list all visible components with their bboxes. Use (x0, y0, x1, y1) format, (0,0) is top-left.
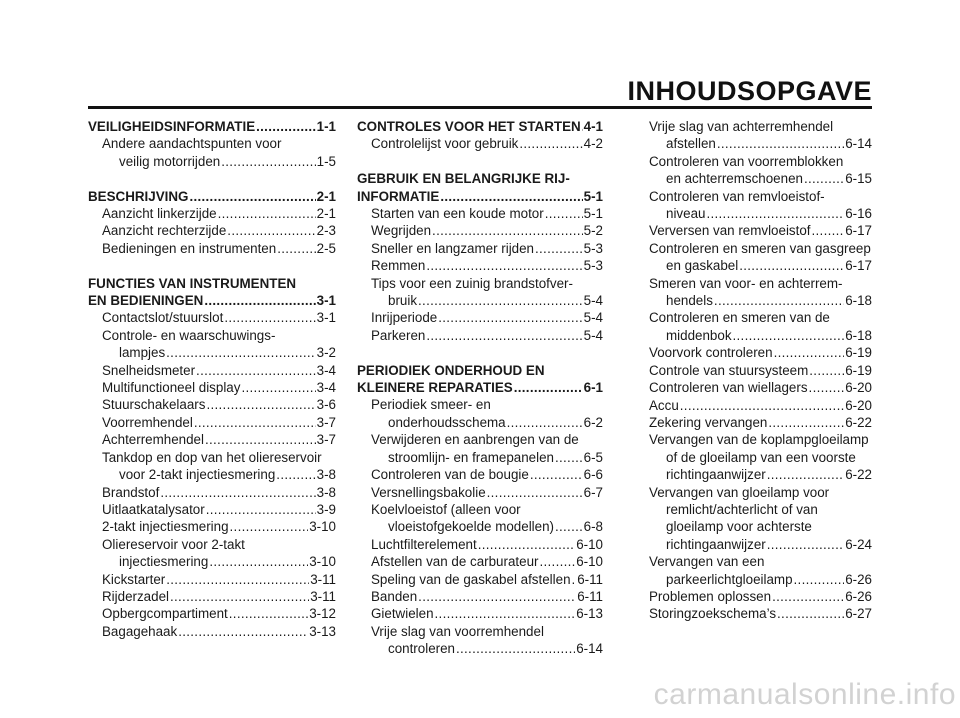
dot-leader (418, 292, 583, 309)
toc-entry[interactable] (357, 257, 603, 274)
toc-entry[interactable] (88, 536, 336, 571)
toc-entry[interactable] (357, 588, 603, 605)
toc-entry-text: Opbergcompartiment (102, 606, 228, 622)
toc-entry-text: Controleren en smeren van gasgreep (649, 240, 871, 256)
toc-entry-text: en gaskabel (666, 258, 739, 274)
toc-entry-text: Periodiek smeer- en (371, 397, 491, 413)
toc-entry-text: Tankdop en dop van het oliereservoir (102, 449, 322, 465)
toc-entry[interactable] (635, 222, 872, 239)
toc-page-number: 5-2 (583, 223, 603, 239)
toc-page-number: 6-24 (845, 536, 872, 552)
toc-entry-text: Controleren van voorremblokken (649, 153, 844, 169)
toc-entry-text: Luchtfilterelement (371, 536, 477, 552)
toc-entry[interactable] (635, 344, 872, 361)
toc-entry-text: Vrije slag van achterremhendel (649, 119, 834, 134)
toc-entry[interactable] (635, 397, 872, 414)
toc-entry[interactable] (357, 240, 603, 257)
toc-entry-text: Remmen (371, 258, 426, 274)
toc-page-number: 3-8 (316, 484, 336, 500)
toc-entry-text: richtingaanwijzer (666, 467, 766, 483)
toc-page-number: 5-1 (583, 188, 603, 204)
toc-page-number: 6-11 (577, 571, 603, 587)
toc-page-number: 3-11 (310, 571, 336, 587)
toc-entry[interactable] (635, 379, 872, 396)
toc-page-number: 6-7 (583, 484, 603, 500)
dot-leader (440, 188, 582, 205)
toc-entry-text: Vervangen van de koplampgloeilamp (649, 432, 869, 448)
toc-entry-text: Vrije slag van voorremhendel (371, 623, 544, 639)
toc-entry-text: VEILIGHEIDSINFORMATIE (88, 119, 256, 134)
toc-section-heading[interactable] (88, 275, 336, 310)
dot-leader (277, 240, 315, 257)
dot-leader (768, 414, 844, 431)
toc-entry[interactable] (357, 501, 603, 536)
toc-entry-text: Wegrijden (371, 223, 432, 239)
toc-page-number: 3-7 (316, 432, 336, 448)
dot-leader (706, 205, 844, 222)
toc-entry-text: voor 2-takt injectiesmering (119, 467, 276, 483)
toc-entry[interactable] (88, 431, 336, 448)
toc-entry-text: afstellen (666, 136, 716, 152)
dot-leader (514, 379, 583, 396)
toc-entry-text: hendels (666, 293, 713, 309)
toc-page-number: 4-1 (583, 119, 603, 134)
toc-entry-text: Controleren en smeren van de (649, 310, 830, 326)
toc-entry[interactable] (88, 518, 336, 535)
toc-entry[interactable] (635, 362, 872, 379)
toc-page-number: 1-5 (316, 153, 336, 169)
toc-entry[interactable] (88, 205, 336, 222)
toc-column-3 (635, 118, 872, 623)
dot-leader (530, 466, 583, 483)
toc-entry-text: lampjes (119, 345, 166, 361)
toc-page-number: 6-19 (845, 345, 872, 361)
toc-entry-text: controleren (388, 641, 455, 657)
toc-page-number: 6-19 (845, 362, 872, 378)
toc-page-number: 6-1 (583, 380, 603, 396)
dot-leader (794, 571, 845, 588)
toc-entry[interactable] (635, 553, 872, 588)
toc-entry[interactable] (635, 484, 872, 554)
toc-entry[interactable] (88, 396, 336, 413)
toc-section-heading[interactable] (88, 118, 336, 135)
dot-leader (572, 571, 577, 588)
toc-entry-text: Oliereservoir voor 2-takt (102, 536, 245, 552)
toc-page-number: 6-18 (845, 327, 872, 343)
toc-page-number: 6-22 (845, 414, 872, 430)
toc-entry-text: Controleren van de bougie (371, 467, 529, 483)
toc-page-number: 2-1 (316, 206, 336, 222)
toc-entry-text: Contactslot/stuurslot (102, 310, 224, 326)
toc-page-number: 3-4 (316, 380, 336, 396)
toc-page-number: 5-4 (583, 327, 603, 343)
toc-entry[interactable] (357, 536, 603, 553)
toc-entry-text: Storingzoekschema’s (649, 606, 777, 622)
toc-page-number: 2-1 (316, 188, 336, 204)
toc-entry-text: Aanzicht linkerzijde (102, 206, 217, 222)
toc-entry[interactable] (88, 501, 336, 518)
dot-leader (256, 118, 316, 135)
dot-leader (276, 466, 315, 483)
toc-entry-text: Controle- en waarschuwings- (102, 327, 276, 343)
toc-page-number: 2-5 (316, 240, 336, 256)
toc-entry-text: BESCHRIJVING (88, 188, 189, 204)
toc-entry[interactable] (88, 362, 336, 379)
toc-entry[interactable] (88, 484, 336, 501)
toc-entry-text: Vervangen van een (649, 554, 765, 570)
toc-page-number: 6-6 (583, 467, 603, 483)
toc-entry[interactable] (635, 240, 872, 275)
toc-entry-text: EN BEDIENINGEN (88, 293, 204, 309)
dot-leader (535, 240, 583, 257)
dot-leader (714, 292, 844, 309)
toc-page-number: 6-10 (576, 554, 603, 570)
toc-entry-text: Andere aandachtspunten voor (102, 136, 282, 152)
toc-entry-text: Controle van stuursysteem (649, 362, 809, 378)
toc-entry-text: richtingaanwijzer (666, 536, 766, 552)
toc-entry-text: Banden (371, 588, 418, 604)
toc-section-heading[interactable] (357, 118, 603, 135)
dot-leader (205, 431, 316, 448)
toc-page-number: 6-15 (845, 171, 872, 187)
toc-entry[interactable] (357, 431, 603, 466)
dot-leader (166, 571, 309, 588)
dot-leader (804, 170, 844, 187)
toc-page-number: 5-1 (583, 206, 603, 222)
toc-page-number: 6-5 (583, 449, 603, 465)
toc-page-number: 3-2 (316, 345, 336, 361)
toc-entry-text: of de gloeilamp van een voorste (666, 449, 856, 465)
toc-page-number: 6-26 (845, 588, 872, 604)
dot-leader (507, 414, 583, 431)
toc-entry[interactable] (357, 553, 603, 570)
dot-leader (438, 309, 582, 326)
toc-page-number: 5-4 (583, 310, 603, 326)
toc-entry[interactable] (88, 379, 336, 396)
toc-page-number: 6-14 (845, 136, 872, 152)
toc-entry[interactable] (88, 222, 336, 239)
toc-entry[interactable] (357, 205, 603, 222)
toc-entry[interactable] (357, 466, 603, 483)
dot-leader (194, 414, 316, 431)
dot-leader (206, 396, 315, 413)
toc-entry[interactable] (635, 605, 872, 622)
toc-entry[interactable] (357, 571, 603, 588)
toc-page-number: 6-26 (845, 571, 872, 587)
section-spacer (88, 257, 336, 274)
toc-entry[interactable] (88, 449, 336, 484)
toc-entry-text: Bagagehaak (102, 623, 178, 639)
section-spacer (357, 344, 603, 361)
dot-leader (478, 536, 575, 553)
toc-entry-text: Multifunctioneel display (102, 380, 241, 396)
toc-entry-text: stroomlijn- en framepanelen (388, 449, 554, 465)
toc-page-number: 5-3 (583, 240, 603, 256)
toc-entry-text: Controlelijst voor gebruik (371, 136, 519, 152)
dot-leader (189, 188, 315, 205)
toc-page-number: 3-4 (316, 362, 336, 378)
toc-entry[interactable] (88, 588, 336, 605)
dot-leader (160, 484, 315, 501)
dot-leader (227, 222, 315, 239)
toc-entry-text: Speling van de gaskabel afstellen (371, 571, 571, 587)
toc-page-number: 3-9 (316, 501, 336, 517)
dot-leader (555, 449, 583, 466)
toc-entry-text: Brandstof (102, 484, 160, 500)
toc-entry-text: Vervangen van gloeilamp voor (649, 484, 830, 500)
dot-leader (680, 397, 844, 414)
toc-entry[interactable] (88, 135, 336, 170)
toc-page-number: 3-13 (309, 623, 336, 639)
dot-leader (767, 466, 844, 483)
toc-entry[interactable] (357, 605, 603, 622)
toc-entry-text: bruik (388, 293, 418, 309)
toc-entry-text: injectiesmering (119, 554, 209, 570)
toc-entry-text: Tips voor een zuinig brandstofver- (371, 275, 573, 291)
toc-entry[interactable] (635, 118, 872, 153)
dot-leader (209, 553, 308, 570)
toc-page-number: 6-14 (576, 641, 603, 657)
toc-entry-text: Versnellingsbakolie (371, 484, 486, 500)
toc-page-number: 3-1 (316, 293, 336, 309)
dot-leader (809, 362, 844, 379)
toc-entry-text: niveau (666, 206, 706, 222)
toc-entry-text: FUNCTIES VAN INSTRUMENTEN (88, 275, 297, 291)
toc-entry[interactable] (357, 275, 603, 310)
section-spacer (88, 170, 336, 187)
dot-leader (487, 484, 583, 501)
dot-leader (221, 153, 315, 170)
toc-entry[interactable] (635, 431, 872, 483)
toc-page-number: 6-13 (576, 606, 603, 622)
dot-leader (774, 344, 845, 361)
toc-page-number: 6-11 (577, 588, 603, 604)
toc-entry-text: veilig motorrijden (119, 153, 221, 169)
toc-entry-text: Verversen van remvloeistof (649, 223, 811, 239)
toc-entry-text: Sneller en langzamer rijden (371, 240, 535, 256)
toc-page-number: 6-22 (845, 467, 872, 483)
toc-page-number: 3-1 (316, 310, 336, 326)
toc-entry-text: Afstellen van de carburateur (371, 554, 539, 570)
toc-entry-text: remlicht/achterlicht of van (666, 501, 818, 517)
toc-entry-text: Aanzicht rechterzijde (102, 223, 227, 239)
page-title: INHOUDSOPGAVE (627, 76, 872, 106)
toc-entry-text: parkeerlichtgloeilamp (666, 571, 793, 587)
toc-column-1 (88, 118, 336, 640)
toc-entry[interactable] (357, 484, 603, 501)
toc-entry-text: Accu (649, 397, 679, 413)
dot-leader (582, 118, 583, 135)
toc-page-number: 6-17 (845, 223, 872, 239)
toc-entry-text: en achterremschoenen (666, 171, 803, 187)
toc-page-number: 6-27 (845, 606, 872, 622)
toc-entry-text: Smeren van voor- en achterrem- (649, 275, 843, 291)
toc-page-number: 4-2 (583, 136, 603, 152)
dot-leader (426, 327, 582, 344)
toc-entry[interactable] (357, 309, 603, 326)
dot-leader (241, 379, 315, 396)
dot-leader (170, 588, 309, 605)
toc-entry[interactable] (357, 623, 603, 658)
toc-entry[interactable] (635, 414, 872, 431)
toc-entry[interactable] (88, 414, 336, 431)
toc-entry[interactable] (88, 571, 336, 588)
toc-entry-text: Stuurschakelaars (102, 397, 206, 413)
title-rule (88, 106, 872, 109)
dot-leader (426, 257, 582, 274)
toc-entry-text: Parkeren (371, 327, 426, 343)
toc-entry[interactable] (357, 222, 603, 239)
toc-entry-text: Kickstarter (102, 571, 166, 587)
dot-leader (739, 257, 844, 274)
toc-entry-text: Rijderzadel (102, 588, 169, 604)
toc-page-number: 6-2 (583, 414, 603, 430)
toc-entry-text: CONTROLES VOOR HET STARTEN (357, 119, 581, 134)
dot-leader (166, 344, 315, 361)
dot-leader (418, 588, 576, 605)
dot-leader (204, 292, 315, 309)
dot-leader (539, 553, 575, 570)
dot-leader (519, 135, 582, 152)
dot-leader (229, 605, 308, 622)
toc-page-number: 6-10 (576, 536, 603, 552)
toc-entry-text: KLEINERE REPARATIES (357, 380, 513, 396)
toc-entry-text: Controleren van remvloeistof- (649, 188, 825, 204)
dot-leader (224, 309, 315, 326)
toc-entry[interactable] (88, 623, 336, 640)
dot-leader (767, 536, 844, 553)
toc-entry-text: 2-takt injectiesmering (102, 519, 229, 535)
toc-entry-text: Koelvloeistof (alleen voor (371, 501, 521, 517)
toc-entry[interactable] (635, 588, 872, 605)
toc-entry[interactable] (635, 153, 872, 188)
toc-entry-text: Achterremhendel (102, 432, 204, 448)
toc-entry-text: Problemen oplossen (649, 588, 772, 604)
toc-entry-text: GEBRUIK EN BELANGRIJKE RIJ- (357, 171, 570, 187)
dot-leader (206, 501, 316, 518)
toc-entry-text: Verwijderen en aanbrengen van de (371, 432, 579, 448)
toc-page-number: 2-3 (316, 223, 336, 239)
toc-entry-text: Zekering vervangen (649, 414, 768, 430)
dot-leader (809, 379, 845, 396)
toc-page-number: 3-11 (310, 588, 336, 604)
toc-page-number: 6-20 (845, 380, 872, 396)
toc-entry[interactable] (88, 327, 336, 362)
toc-entry-text: Voorvork controleren (649, 345, 773, 361)
toc-column-2 (357, 118, 603, 658)
toc-page-number: 3-10 (309, 554, 336, 570)
toc-entry[interactable] (357, 135, 603, 152)
toc-entry[interactable] (357, 327, 603, 344)
toc-entry-text: Bedieningen en instrumenten (102, 240, 277, 256)
toc-page-number: 1-1 (316, 119, 336, 134)
dot-leader (435, 605, 576, 622)
toc-page-number: 3-6 (316, 397, 336, 413)
dot-leader (733, 327, 845, 344)
toc-entry[interactable] (88, 309, 336, 326)
dot-leader (456, 640, 575, 657)
toc-entry-text: Snelheidsmeter (102, 362, 196, 378)
toc-entry-text: Uitlaatkatalysator (102, 501, 205, 517)
toc-section-heading[interactable] (357, 362, 603, 397)
section-spacer (357, 153, 603, 170)
toc-entry-text: Voorremhendel (102, 414, 193, 430)
toc-section-heading[interactable] (357, 170, 603, 205)
toc-page-number: 3-8 (316, 467, 336, 483)
toc-section-heading[interactable] (88, 188, 336, 205)
toc-page-number: 3-7 (316, 414, 336, 430)
dot-leader (812, 222, 845, 239)
toc-entry-text: Starten van een koude motor (371, 206, 544, 222)
toc-page-number: 6-8 (583, 519, 603, 535)
toc-page-number: 3-10 (309, 519, 336, 535)
dot-leader (432, 222, 583, 239)
dot-leader (777, 605, 844, 622)
dot-leader (230, 518, 309, 535)
toc-entry-text: middenbok (666, 327, 732, 343)
toc-entry-text: vloeistofgekoelde modellen) (388, 519, 554, 535)
dot-leader (178, 623, 308, 640)
toc-entry-text: Controleren van wiellagers (649, 380, 808, 396)
toc-page-number: 6-18 (845, 293, 872, 309)
toc-entry-text: Gietwielen (371, 606, 434, 622)
toc-entry-text: Inrijperiode (371, 310, 438, 326)
toc-page-number: 6-17 (845, 258, 872, 274)
toc-entry[interactable] (88, 240, 336, 257)
toc-entry-text: PERIODIEK ONDERHOUD EN (357, 362, 545, 378)
dot-leader (717, 135, 844, 152)
dot-leader (772, 588, 844, 605)
toc-page-number: 5-3 (583, 258, 603, 274)
toc-entry-text: gloeilamp voor achterste (666, 519, 812, 535)
toc-entry[interactable] (635, 275, 872, 310)
toc-page-number: 6-16 (845, 206, 872, 222)
toc-page-number: 6-20 (845, 397, 872, 413)
toc-entry[interactable] (635, 309, 872, 344)
dot-leader (555, 518, 583, 535)
dot-leader (196, 362, 316, 379)
toc-entry-text: INFORMATIE (357, 188, 440, 204)
toc-page-number: 3-12 (309, 606, 336, 622)
toc-entry[interactable] (635, 188, 872, 223)
dot-leader (218, 205, 316, 222)
toc-entry[interactable] (357, 396, 603, 431)
toc-entry-text: onderhoudsschema (388, 414, 506, 430)
dot-leader (545, 205, 583, 222)
toc-entry[interactable] (88, 605, 336, 622)
toc-page-number: 5-4 (583, 293, 603, 309)
watermark: carmanualsonline.info (653, 678, 956, 711)
